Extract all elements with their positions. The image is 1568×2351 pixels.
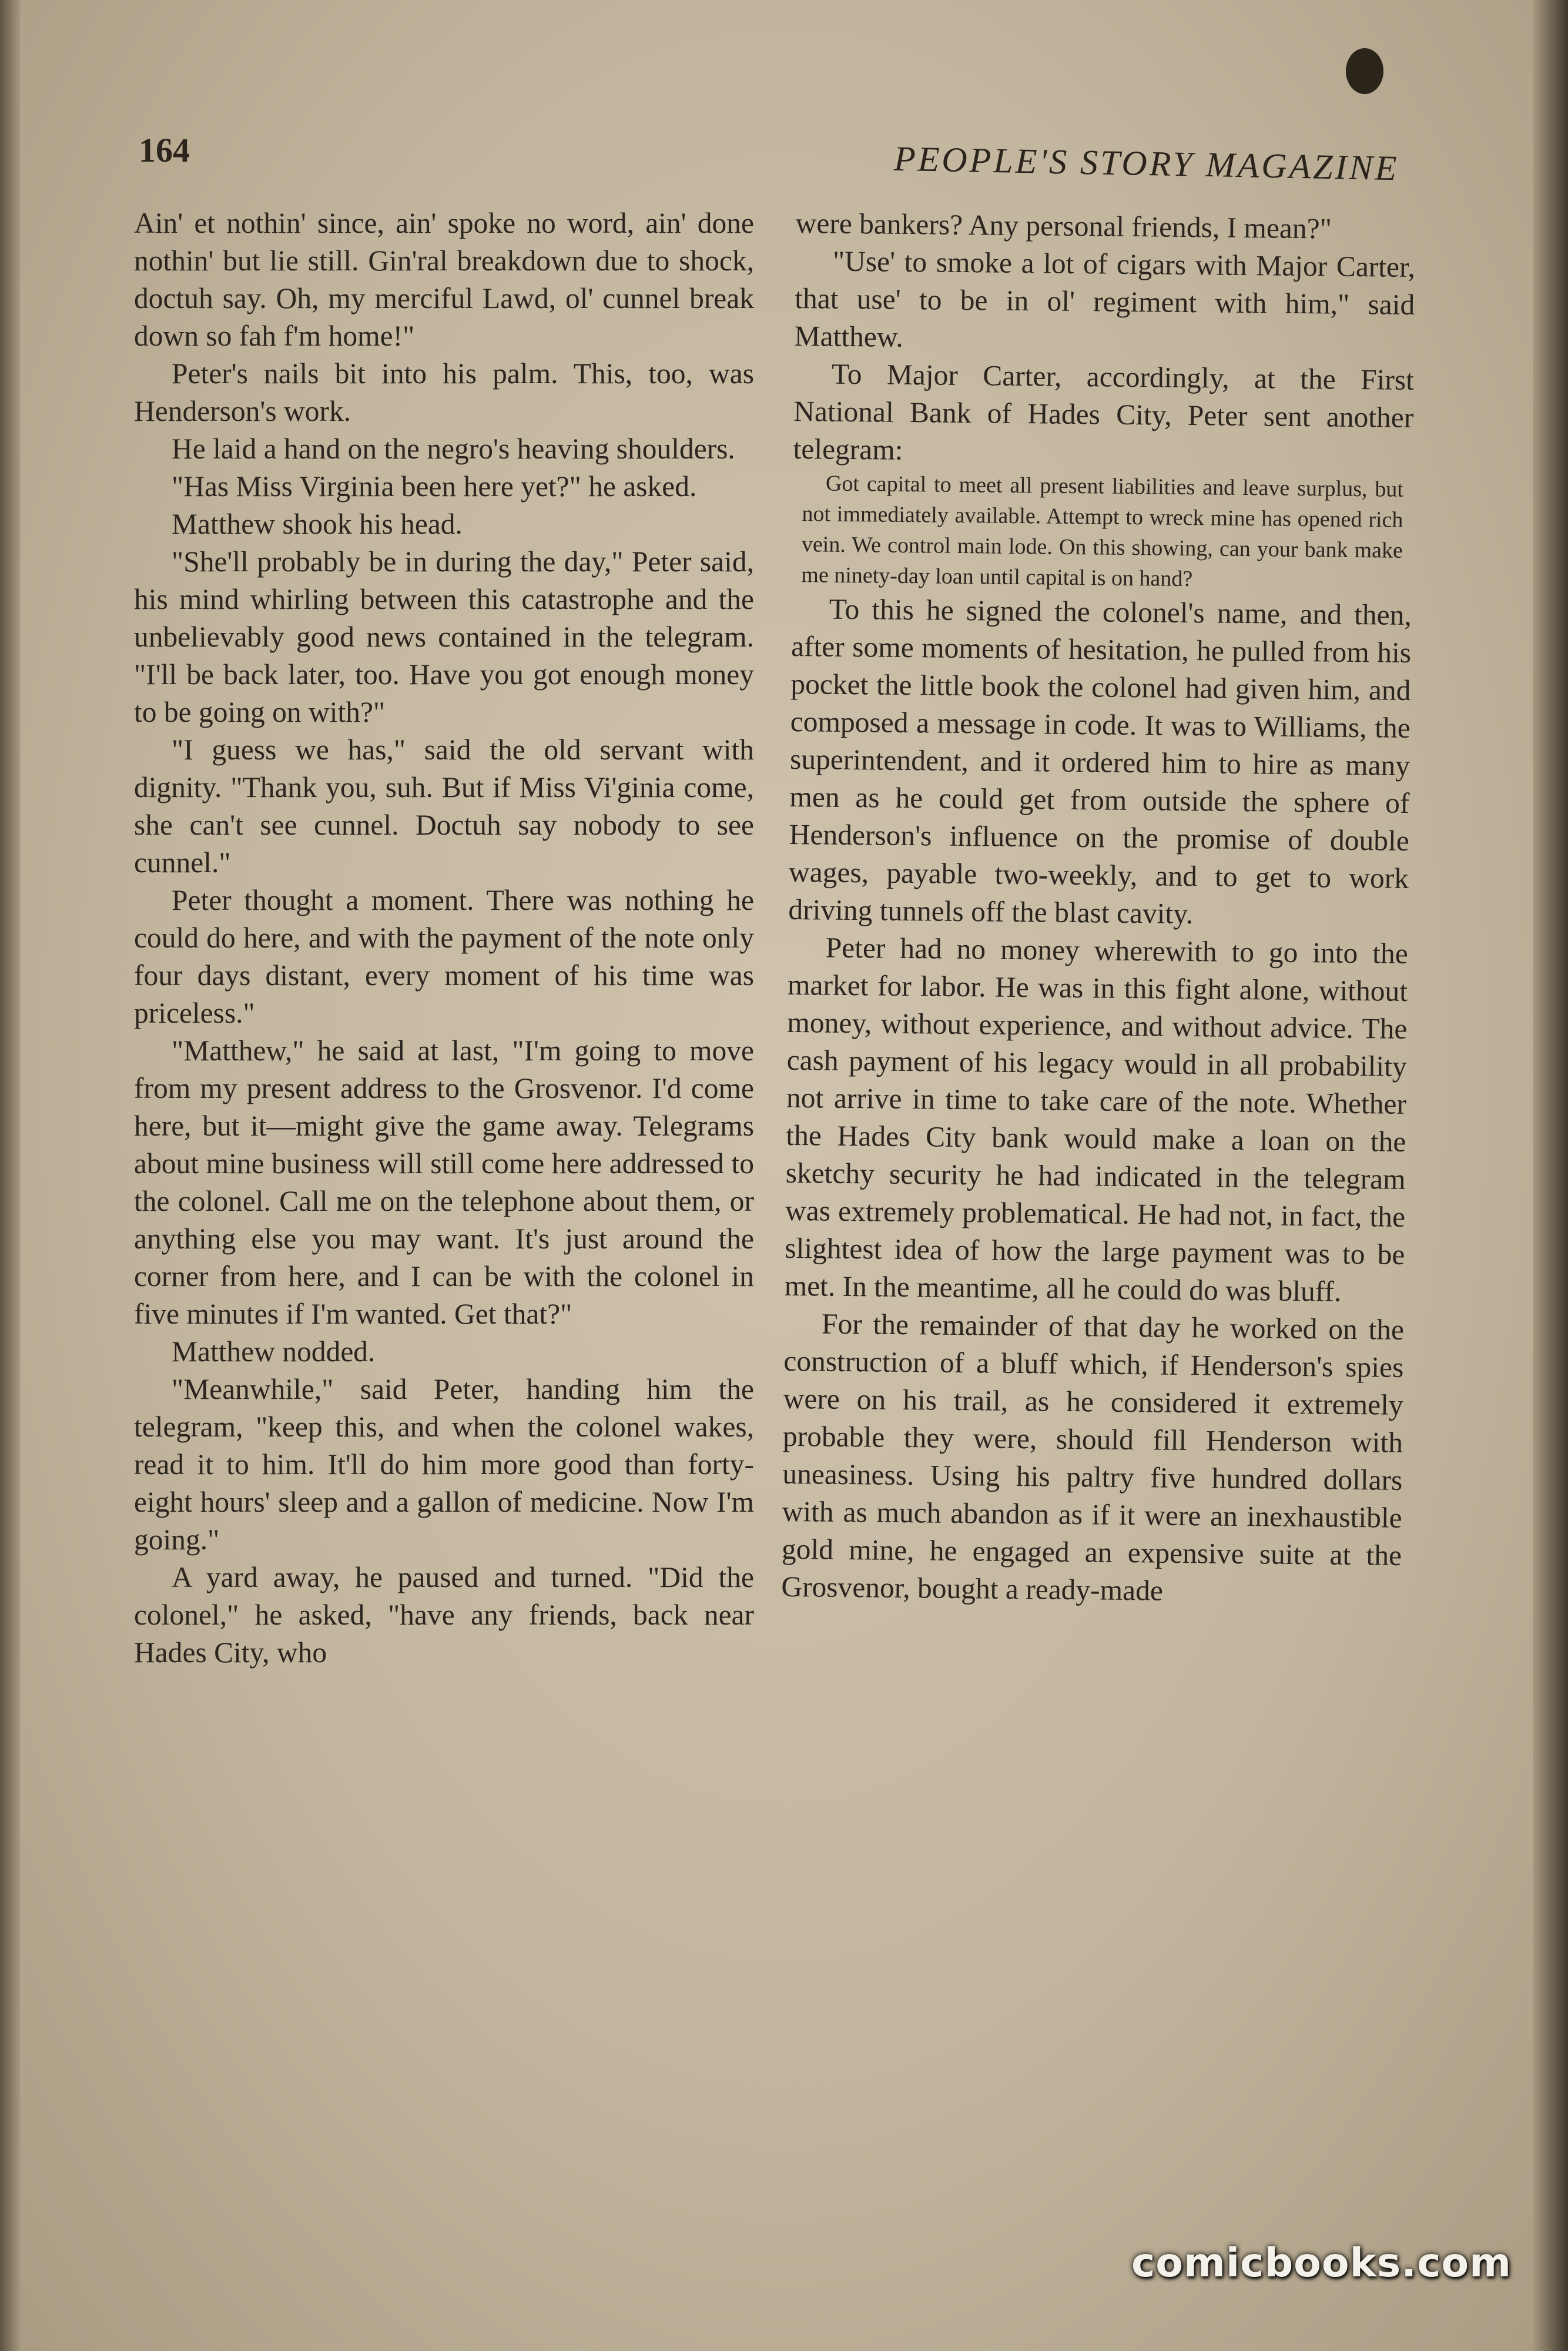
paragraph: Peter thought a moment. There was nothing he could do here, and with the payment of the note only four days distant, every moment of his time was priceless." xyxy=(134,884,754,1029)
paragraph: "Meanwhile," said Peter, handing him the telegram, "keep this, and when the colonel wakes, read it to him. It'll do him more good than forty-eight hours' sleep and a gallon of medicine. Now I'm going." xyxy=(134,1373,754,1556)
paragraph: Matthew nodded. xyxy=(172,1335,376,1368)
paragraph: To Major Carter, accordingly, at the First National Bank of Hades City, Peter sent another telegram: xyxy=(793,357,1415,466)
running-head: PEOPLE'S STORY MAGAZINE xyxy=(893,139,1399,188)
paragraph: were bankers? Any personal friends, I mean?" xyxy=(795,206,1332,245)
paragraph: "Has Miss Virginia been here yet?" he asked. xyxy=(172,470,697,503)
paragraph: For the remainder of that day he worked on the construction of a bluff which, if Henderson's spies were on his trail, as he considered it extremely probable they were, should fill Henderson with uneasiness. Using his paltry five hundred dollars with as much abandon as if it were an inexhaustible gold mine, he engaged an expensive suite at the Grosvenor, bought a ready-made xyxy=(781,1307,1405,1607)
paragraph: He laid a hand on the negro's heaving shoulders. xyxy=(172,433,735,465)
paragraph: Matthew shook his head. xyxy=(172,508,463,540)
paragraph: Peter had no money wherewith to go into the market for labor. He was in this fight alone, without money, without experience, and without advice. The cash payment of his legacy would in all probability not arrive in time to take care of the note. Whether the Hades City bank would make a loan on the sketchy security he had indicated in the telegram was extremely problematical. He had not, in fact, the slightest idea of how the large payment was to be met. In the meantime, all he could do was bluff. xyxy=(784,931,1408,1308)
paragraph: A yard away, he paused and turned. "Did the colonel," he asked, "have any friends, back near Hades City, who xyxy=(134,1561,754,1669)
paragraph: "Matthew," he said at last, "I'm going to move from my present address to the Grosvenor. I'd come here, but it—might give the game away. Telegrams about mine business will still come here addressed to the colonel. Call me on the telephone about them, or anything else you may want. It's just around the corner from here, and I can be with the colonel in five minutes if I'm wanted. Get that?" xyxy=(134,1034,754,1330)
left-column xyxy=(134,205,754,2109)
telegram-text: Got capital to meet all present liabilities and leave surplus, but not immediately available. Attempt to wreck mine has opened rich vein. We control main lode. On this showing, can your bank make me ninety-day loan until capital is on hand? xyxy=(801,471,1404,592)
paragraph: Ain' et nothin' since, ain' spoke no word, ain' done nothin' but lie still. Gin'ral breakdown due to shock, doctuh say. Oh, my merciful Lawd, ol' cunnel break down so fah f'm home!" xyxy=(134,207,754,352)
paragraph: "I guess we has," said the old servant with dignity. "Thank you, suh. But if Miss Vi'ginia come, she can't see cunnel. Doctuh say nobody to see cunnel." xyxy=(134,734,754,879)
right-column xyxy=(776,205,1416,2115)
paragraph: "She'll probably be in during the day," Peter said, his mind whirling between this catastrophe and the unbelievably good news contained in the telegram. "I'll be back later, too. Have you got enough money to be going on with?" xyxy=(134,545,754,728)
watermark: comicbooks.com xyxy=(1131,2240,1512,2286)
page-left-edge xyxy=(0,0,20,2351)
paragraph: "Use' to smoke a lot of cigars with Major Carter, that use' to be in ol' regiment with him," said Matthew. xyxy=(794,245,1416,353)
binding-hole xyxy=(1346,48,1383,94)
paragraph: Peter's nails bit into his palm. This, too, was Henderson's work. xyxy=(134,357,754,427)
page-number: 164 xyxy=(139,131,190,169)
paragraph: To this he signed the colonel's name, and then, after some moments of hesitation, he pulled from his pocket the little book the colonel had given him, and composed a message in code. It was to Williams, the superintendent, and it ordered him to hire as many men as he could get from outside the sphere of Henderson's influence on the promise of double wages, payable two-weekly, and to get to work driving tunnels off the blast cavity. xyxy=(788,592,1412,930)
page-right-edge xyxy=(1533,0,1568,2351)
